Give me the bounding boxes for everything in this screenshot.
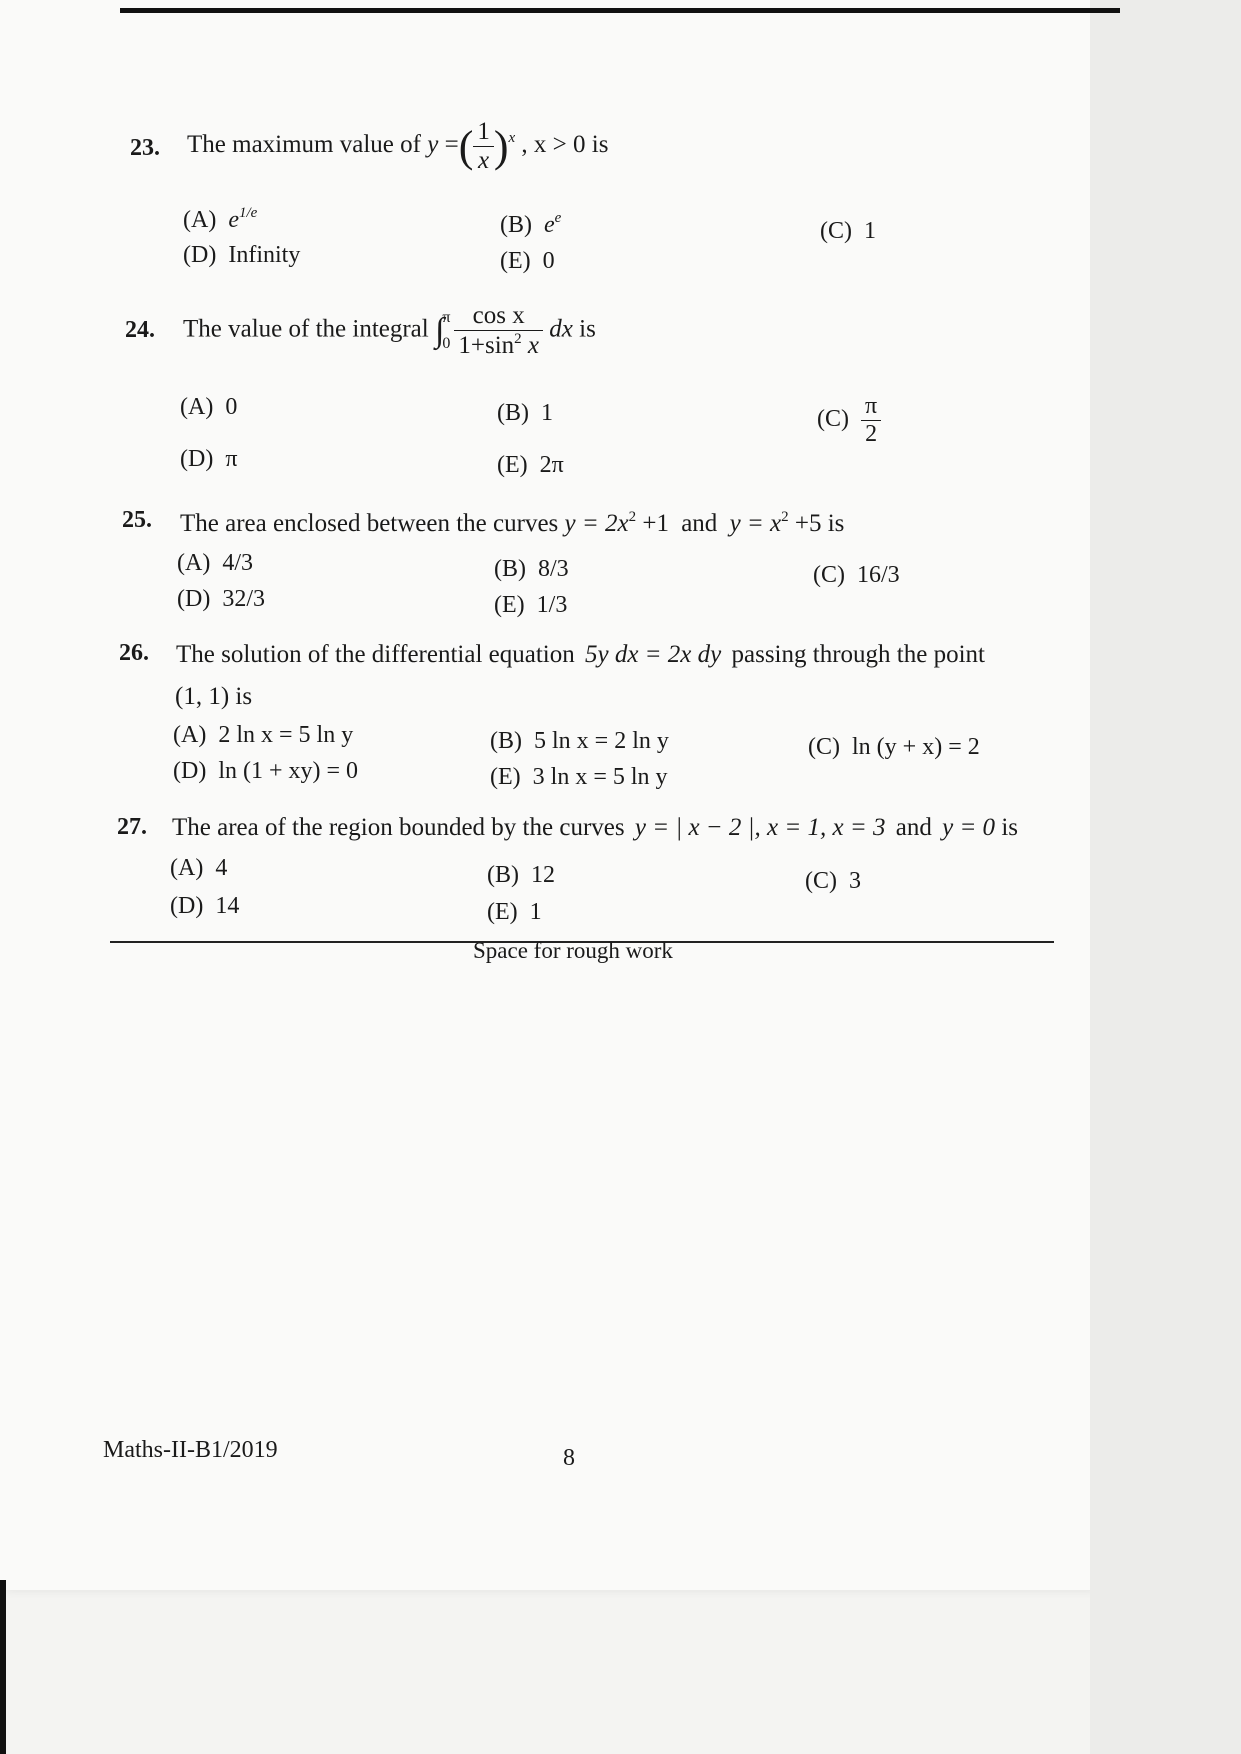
q27-option-e[interactable]: (E) 1	[487, 899, 542, 925]
q26-number: 26.	[119, 640, 149, 666]
q24-stem: The value of the integral ∫π 0 $\frac{\text{cos x}}{1+\sin^2 x}$ dx is	[183, 302, 596, 359]
q26-option-e[interactable]: (E) 3 ln x = 5 ln y	[490, 764, 668, 790]
q24-option-a[interactable]: (A) 0	[180, 394, 238, 420]
q25-stem: The area enclosed between the curves $y = 2x^2 +1$ and $y = x^2 +5$ is	[180, 509, 845, 537]
q24-option-b[interactable]: (B) 1	[497, 400, 553, 426]
q25-option-c[interactable]: (C) 16/3	[813, 562, 900, 588]
top-rule	[120, 8, 1120, 13]
q26-option-c[interactable]: (C) ln (y + x) = 2	[808, 734, 980, 760]
q26-stem-line2: (1, 1) is	[175, 683, 253, 710]
q26-option-b[interactable]: (B) 5 ln x = 2 ln y	[490, 728, 669, 754]
q23-option-d[interactable]: (D) Infinity	[183, 242, 301, 268]
q24-option-c[interactable]: (C) $\frac{\pi}{2}$	[817, 393, 881, 448]
q27-option-a[interactable]: (A) 4	[170, 855, 228, 881]
q24-number: 24.	[125, 317, 155, 343]
integral-sign: ∫	[434, 312, 445, 349]
q23-option-b[interactable]: (B) $e^e$	[500, 210, 562, 238]
q25-option-b[interactable]: (B) 8/3	[494, 556, 569, 582]
q25-option-d[interactable]: (D) 32/3	[177, 586, 265, 612]
q27-number: 27.	[117, 814, 147, 840]
q25-option-a[interactable]: (A) 4/3	[177, 550, 253, 576]
q27-option-c[interactable]: (C) 3	[805, 868, 861, 894]
q26-option-a[interactable]: (A) 2 ln x = 5 ln y	[173, 722, 354, 748]
q25-option-e[interactable]: (E) 1/3	[494, 592, 568, 618]
q23-option-c[interactable]: (C) 1	[820, 218, 876, 244]
q26-option-d[interactable]: (D) ln (1 + xy) = 0	[173, 758, 359, 784]
q27-option-b[interactable]: (B) 12	[487, 862, 555, 888]
q24-option-e[interactable]: (E) 2π	[497, 452, 564, 478]
q27-option-d[interactable]: (D) 14	[170, 893, 240, 919]
q23-option-a[interactable]: (A) $e^{1/e}$	[183, 205, 258, 233]
q27-stem: The area of the region bounded by the curves y = | x − 2 |, x = 1, x = 3 and y = 0 is	[172, 814, 1018, 841]
q26-stem: The solution of the differential equation 5y dx = 2x dy passing through the point	[176, 641, 985, 668]
q25-number: 25.	[122, 507, 152, 533]
q23-stem: The maximum value of y =( $\frac{1}{x}$ )$^x$ , x > 0 is	[187, 118, 609, 174]
q24-option-d[interactable]: (D) π	[180, 446, 238, 472]
q23-option-e[interactable]: (E) 0	[500, 248, 555, 274]
page-shadow	[1090, 0, 1241, 1754]
q23-number: 23.	[130, 135, 160, 161]
paper-code: Maths-II-B1/2019	[103, 1437, 278, 1463]
rough-work-label: Space for rough work	[473, 938, 673, 963]
page-number: 8	[563, 1445, 575, 1471]
binding-edge	[0, 1580, 6, 1754]
